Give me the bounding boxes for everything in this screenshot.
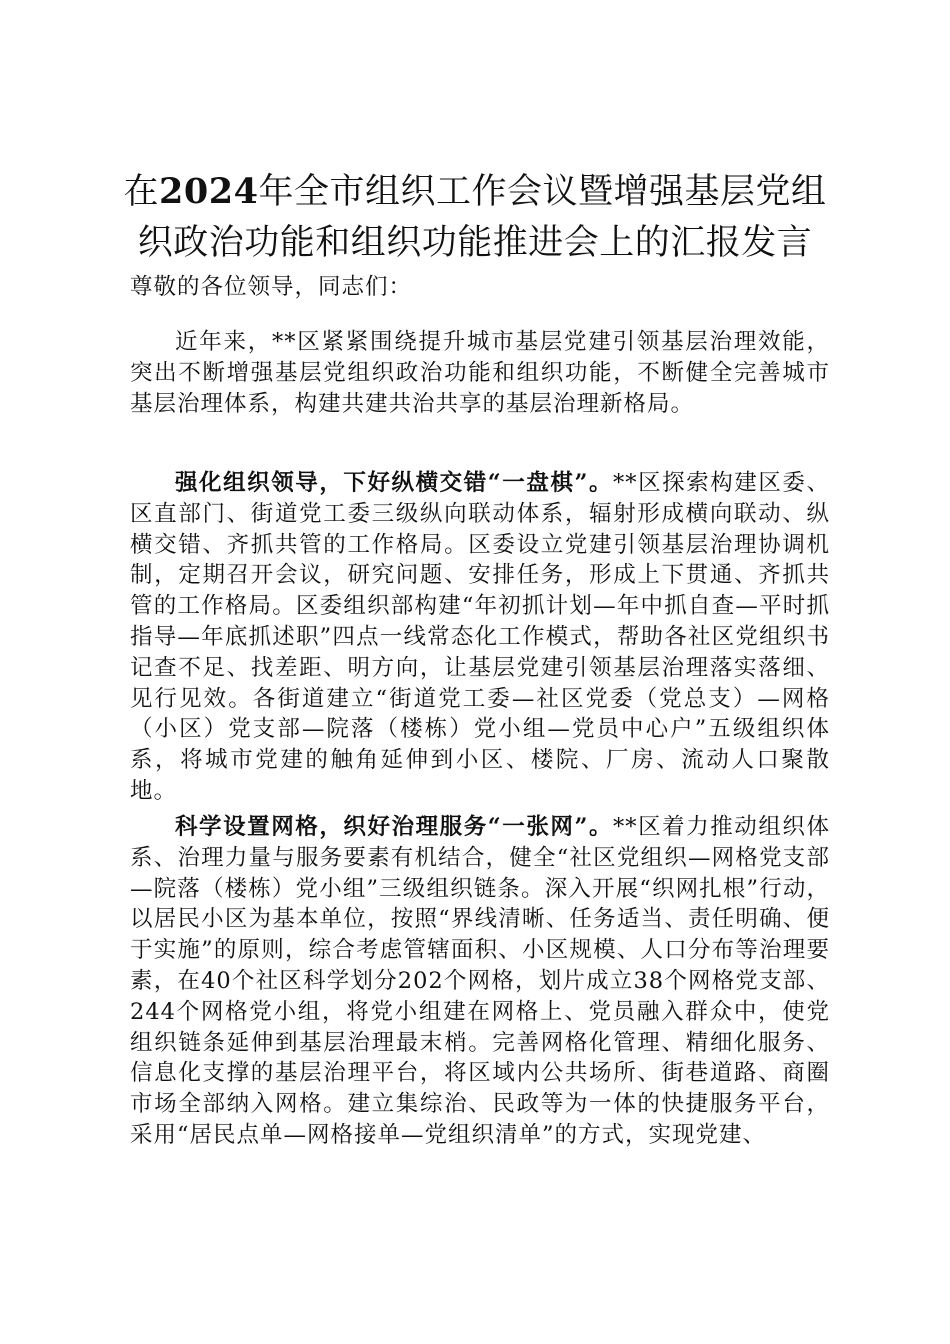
title-year: 2024 bbox=[159, 171, 259, 212]
document-title bbox=[120, 166, 830, 269]
paragraph-text: **区着力推动组织体系、治理力量与服务要素有机结合，健全“社区党组织—网格党支部—院落（楼栋）党小组”三级组织链条。深入开展“织网扎根”行动，以居民小区为基本单位，按照“界线清晰、任务适当、责任明确、便于实施”的原则，综合考虑管辖面积、小区规模、人口分布等治理要素，在40个社区科学划分202个网格，划片成立38个网格党支部、244个网格党小组，将党小组建在网格上、党员融入群众中，使党组织链条延伸到基层治理最末梢。完善网格化管理、精细化服务、信息化支撑的基层治理平台，将区域内公共场所、街巷道路、商圈市场全部纳入网格。建立集综治、民政等为一体的快捷服务平台，采用“居民点单—网格接单—党组织清单”的方式，实现党建、 bbox=[130, 814, 830, 1148]
title-prefix: 在 bbox=[123, 172, 160, 212]
paragraph-intro-text: 近年来，**区紧紧围绕提升城市基层党建引领基层治理效能，突出不断增强基层党组织政治功能和组织功能，不断健全完善城市基层治理体系，构建共建共治共享的基层治理新格局。 bbox=[130, 329, 830, 417]
title-rest: 年全市组织工作会议暨增强基层党组织政治功能和组织功能推进会上的汇报发言 bbox=[137, 172, 827, 263]
salutation: 尊敬的各位领导，同志们： bbox=[130, 274, 413, 300]
paragraph-grid-setup bbox=[130, 812, 830, 1151]
paragraph-organization-leadership bbox=[130, 468, 830, 807]
paragraph-heading: 强化组织领导，下好纵横交错“一盘棋”。 bbox=[175, 470, 614, 496]
paragraph-intro bbox=[130, 327, 830, 419]
paragraph-text: **区探索构建区委、区直部门、街道党工委三级纵向联动体系，辐射形成横向联动、纵横交错、齐抓共管的工作格局。区委设立党建引领基层治理协调机制，定期召开会议，研究问题、安排任务，形成上下贯通、齐抓共管的工作格局。区委组织部构建“年初抓计划—年中抓自查—平时抓指导—年底抓述职”四点一线常态化工作模式，帮助各社区党组织书记查不足、找差距、明方向，让基层党建引领基层治理落实落细、见行见效。各街道建立“街道党工委—社区党委（党总支）—网格（小区）党支部—院落（楼栋）党小组—党员中心户”五级组织体系，将城市党建的触角延伸到小区、楼院、厂房、流动人口聚散地。 bbox=[130, 470, 830, 804]
paragraph-heading: 科学设置网格，织好治理服务“一张网”。 bbox=[175, 814, 614, 840]
